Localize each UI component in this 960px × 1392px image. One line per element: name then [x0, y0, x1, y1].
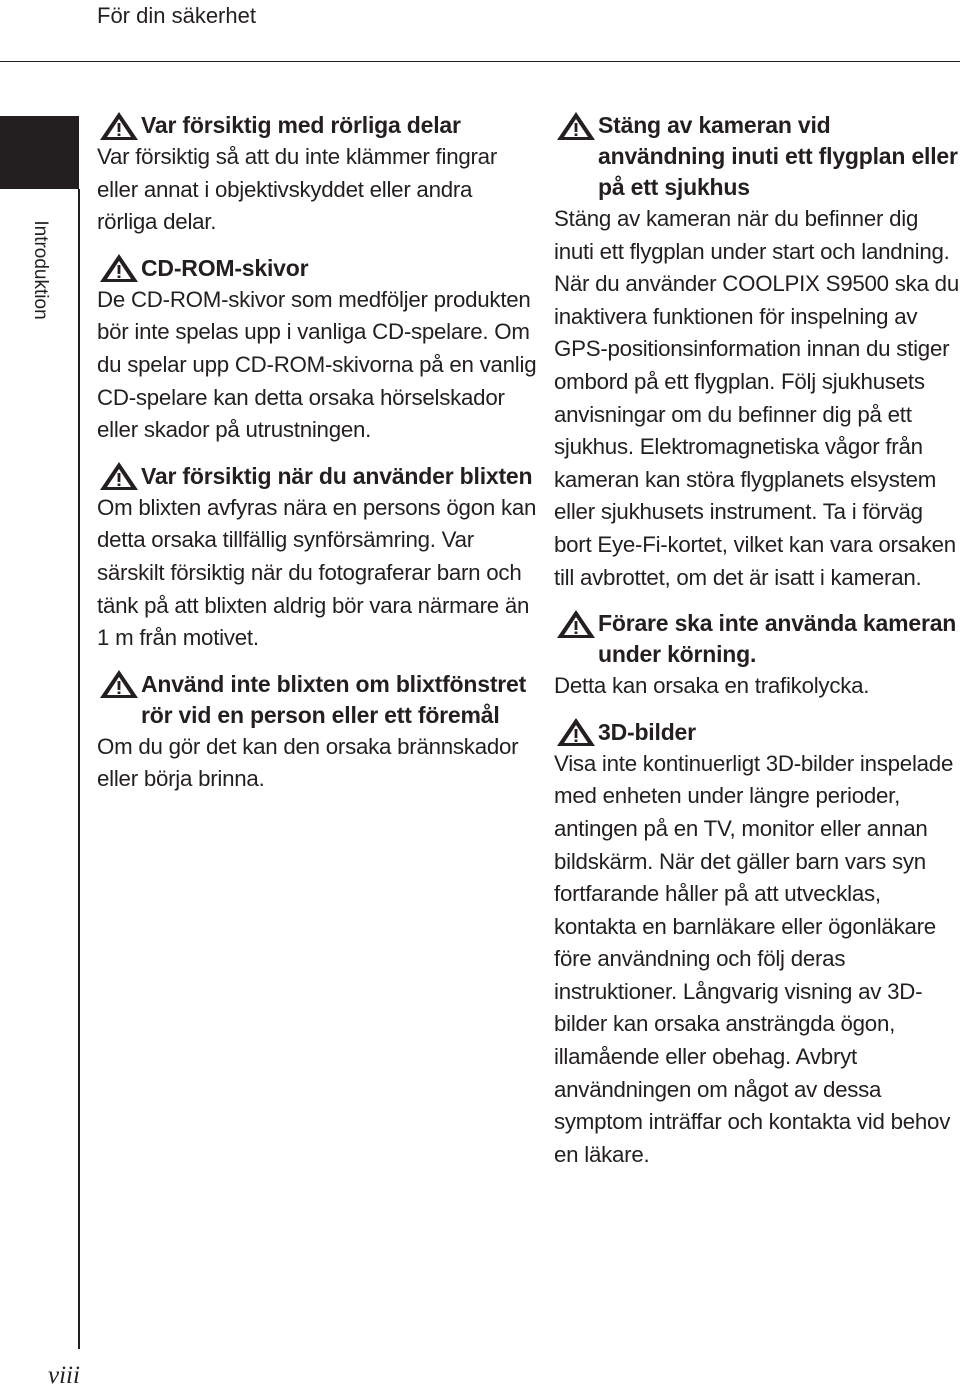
warning-triangle-icon: [99, 110, 141, 141]
warning-triangle-icon: [99, 669, 141, 700]
section-cd-rom: [97, 253, 537, 447]
section-heading-text: Var försiktig med rörliga delar: [141, 112, 461, 138]
warning-triangle-icon: [99, 253, 141, 284]
section-moving-parts: [97, 110, 537, 239]
section-body: Om blixten avfyras nära en persons ögon kan detta orsaka tillfällig synförsämring. Var särskilt försiktig när du fotograferar barn och tänk på att blixten aldrig bör vara närmare än 1 m från motivet.: [97, 494, 537, 651]
header-title: För din säkerhet: [97, 3, 256, 28]
chapter-tab-block: [0, 116, 79, 189]
section-body: De CD-ROM-skivor som medföljer produkten bör inte spelas upp i vanliga CD-spelare. Om du spelar upp CD-ROM-skivorna på en vanlig CD-spelare kan detta orsaka hörselskador eller skador på utrustningen.: [97, 286, 537, 443]
section-body: Detta kan orsaka en trafikolycka.: [554, 673, 870, 699]
section-heading: [97, 669, 537, 731]
section-3d-images: [554, 717, 960, 1172]
page-header: [0, 0, 960, 62]
page-number: viii: [48, 1362, 80, 1389]
section-driving: [554, 608, 960, 703]
section-heading-text: Förare ska inte använda kameran under körning.: [598, 610, 957, 668]
warning-triangle-icon: [556, 608, 598, 639]
section-flash-caution: [97, 461, 537, 655]
chapter-side-rule: [78, 189, 80, 1349]
section-heading: [97, 110, 537, 141]
section-heading: [554, 608, 960, 670]
section-body: Stäng av kameran när du befinner dig inuti ett flygplan under start och landning. När du använder COOLPIX S9500 ska du inaktivera funktionen för inspelning av GPS-positionsinformation innan du stiger ombord på ett flygplan. Följ sjukhusets anvisningar om du befinner dig på ett sjukhus. Elektromagnetiska vågor från kameran kan störa flygplanets elsystem eller sjukhusets instrument. Ta i förväg bort Eye-Fi-kortet, vilket kan vara orsaken till avbrottet, om det är isatt i kameran.: [554, 206, 959, 590]
section-body: Om du gör det kan den orsaka brännskador eller börja brinna.: [97, 733, 519, 792]
section-heading-text: Använd inte blixten om blixtfönstret rör vid en person eller ett föremål: [141, 670, 527, 728]
section-heading-text: CD-ROM-skivor: [141, 254, 309, 281]
section-heading-text: Stäng av kameran vid användning inuti ett flygplan eller på ett sjukhus: [598, 112, 958, 200]
section-heading: [97, 253, 537, 284]
right-column: [554, 110, 960, 1171]
section-heading-text: Var försiktig när du använder blixten: [141, 462, 533, 489]
warning-triangle-icon: [99, 461, 141, 492]
section-aircraft-hospital: [554, 110, 960, 594]
warning-triangle-icon: [556, 717, 598, 748]
warning-triangle-icon: [556, 110, 598, 141]
section-heading-text: 3D-bilder: [598, 718, 696, 745]
section-heading: [554, 110, 960, 203]
section-heading: [554, 717, 960, 748]
left-column: [97, 110, 537, 796]
section-flash-window: [97, 669, 537, 796]
section-heading: [97, 461, 537, 492]
section-body: Visa inte kontinuerligt 3D-bilder inspelade med enheten under längre perioder, antingen på en TV, monitor eller annan bildskärm. När det gäller barn vars syn fortfarande håller på att utvecklas, kontakta en barnläkare eller ögonläkare före användning och följ deras instruktioner. Långvarig visning av 3D-bilder kan orsaka ansträngda ögon, illamående eller obehag. Avbryt användningen om något av dessa symptom inträffar och kontakta vid behov en läkare.: [554, 750, 954, 1167]
section-body: Var försiktig så att du inte klämmer fingrar eller annat i objektivskyddet eller andra rörliga delar.: [97, 144, 497, 235]
chapter-label: Introduktion: [30, 220, 51, 320]
